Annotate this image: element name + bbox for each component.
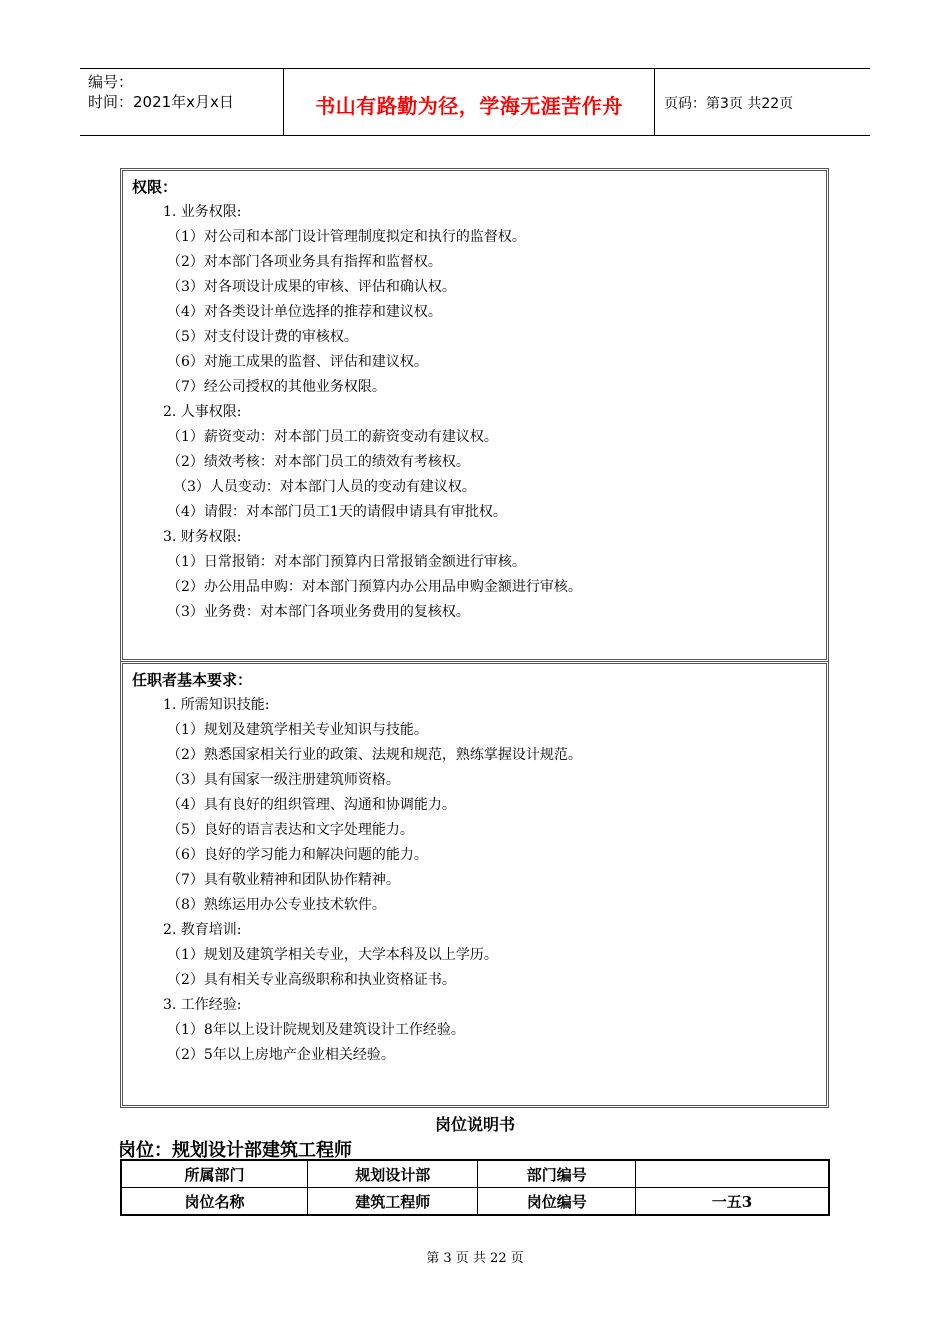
list-item: 2. 人事权限: — [163, 404, 242, 420]
requirements-section — [120, 661, 829, 1108]
list-item: （2）对本部门各项业务具有指挥和监督权。 — [167, 254, 442, 270]
list-item: （6）良好的学习能力和解决问题的能力。 — [167, 847, 428, 863]
list-item: 1. 业务权限: — [163, 204, 242, 220]
header-time-label: 时间：2021年x月x日 — [88, 93, 234, 111]
list-item: （1）日常报销：对本部门预算内日常报销金额进行审核。 — [167, 554, 526, 570]
authority-title: 权限： — [132, 178, 178, 196]
list-item: （2）具有相关专业高级职称和执业资格证书。 — [167, 972, 456, 988]
list-item: （7）具有敬业精神和团队协作精神。 — [167, 872, 400, 888]
list-item: （2）办公用品申购：对本部门预算内办公用品申购金额进行审核。 — [167, 579, 582, 595]
header-divider-right — [654, 68, 655, 135]
table-cell: 规划设计部 — [307, 1160, 478, 1188]
list-item: 3. 工作经验: — [163, 997, 242, 1013]
list-item: （2）绩效考核：对本部门员工的绩效有考核权。 — [167, 454, 470, 470]
authority-section — [120, 168, 829, 662]
header-page-label: 页码：第3页 共22页 — [664, 96, 794, 112]
list-item: （2）熟悉国家相关行业的政策、法规和规范，熟练掌握设计规范。 — [167, 747, 582, 763]
list-item: （3）具有国家一级注册建筑师资格。 — [167, 772, 400, 788]
list-item: （1）规划及建筑学相关专业，大学本科及以上学历。 — [167, 947, 498, 963]
list-item: （6）对施工成果的监督、评估和建议权。 — [167, 354, 428, 370]
post-title: 岗位：规划设计部建筑工程师 — [118, 1140, 352, 1161]
table-cell: 部门编号 — [478, 1160, 636, 1188]
authority-list — [123, 200, 582, 625]
list-item: （2）5年以上房地产企业相关经验。 — [167, 1047, 395, 1063]
header-number-label: 编号： — [88, 73, 134, 91]
list-item: 2. 教育培训: — [163, 922, 242, 938]
list-item: （4）具有良好的组织管理、沟通和协调能力。 — [167, 797, 456, 813]
list-item: （8）熟练运用办公专业技术软件。 — [167, 897, 386, 913]
list-item: （5）对支付设计费的审核权。 — [167, 329, 358, 345]
list-item: （4）请假：对本部门员工1天的请假申请具有审批权。 — [167, 504, 507, 520]
table-cell: 岗位名称 — [121, 1188, 307, 1216]
table-cell: 建筑工程师 — [307, 1188, 478, 1216]
list-item: （1）8年以上设计院规划及建筑设计工作经验。 — [167, 1022, 465, 1038]
requirements-title: 任职者基本要求： — [132, 671, 253, 689]
list-item: 3. 财务权限: — [163, 529, 242, 545]
table-row — [121, 1188, 829, 1216]
requirements-list — [123, 693, 582, 1068]
header-meta — [88, 72, 234, 112]
list-item: （3）业务费：对本部门各项业务费用的复核权。 — [167, 604, 470, 620]
list-item: 1. 所需知识技能: — [163, 697, 270, 713]
table-cell: 所属部门 — [121, 1160, 307, 1188]
header-bottom-rule — [80, 135, 870, 136]
header-top-rule — [80, 68, 870, 69]
page-footer: 第 3 页 共 22 页 — [426, 1251, 524, 1266]
table-cell: 一五3 — [636, 1188, 829, 1216]
list-item: （3）对各项设计成果的审核、评估和确认权。 — [167, 279, 456, 295]
post-info-table — [120, 1159, 830, 1216]
table-row — [121, 1160, 829, 1188]
list-item: （3）人员变动：对本部门人员的变动有建议权。 — [173, 479, 476, 495]
header-slogan: 书山有路勤为径，学海无涯苦作舟 — [315, 94, 623, 118]
list-item: （1）对公司和本部门设计管理制度拟定和执行的监督权。 — [167, 229, 526, 245]
list-item: （4）对各类设计单位选择的推荐和建议权。 — [167, 304, 442, 320]
list-item: （5）良好的语言表达和文字处理能力。 — [167, 822, 414, 838]
table-cell: 岗位编号 — [478, 1188, 636, 1216]
doc-title: 岗位说明书 — [434, 1115, 515, 1134]
list-item: （7）经公司授权的其他业务权限。 — [167, 379, 386, 395]
list-item: （1）薪资变动：对本部门员工的薪资变动有建议权。 — [167, 429, 498, 445]
list-item: （1）规划及建筑学相关专业知识与技能。 — [167, 722, 428, 738]
table-cell — [636, 1160, 829, 1188]
